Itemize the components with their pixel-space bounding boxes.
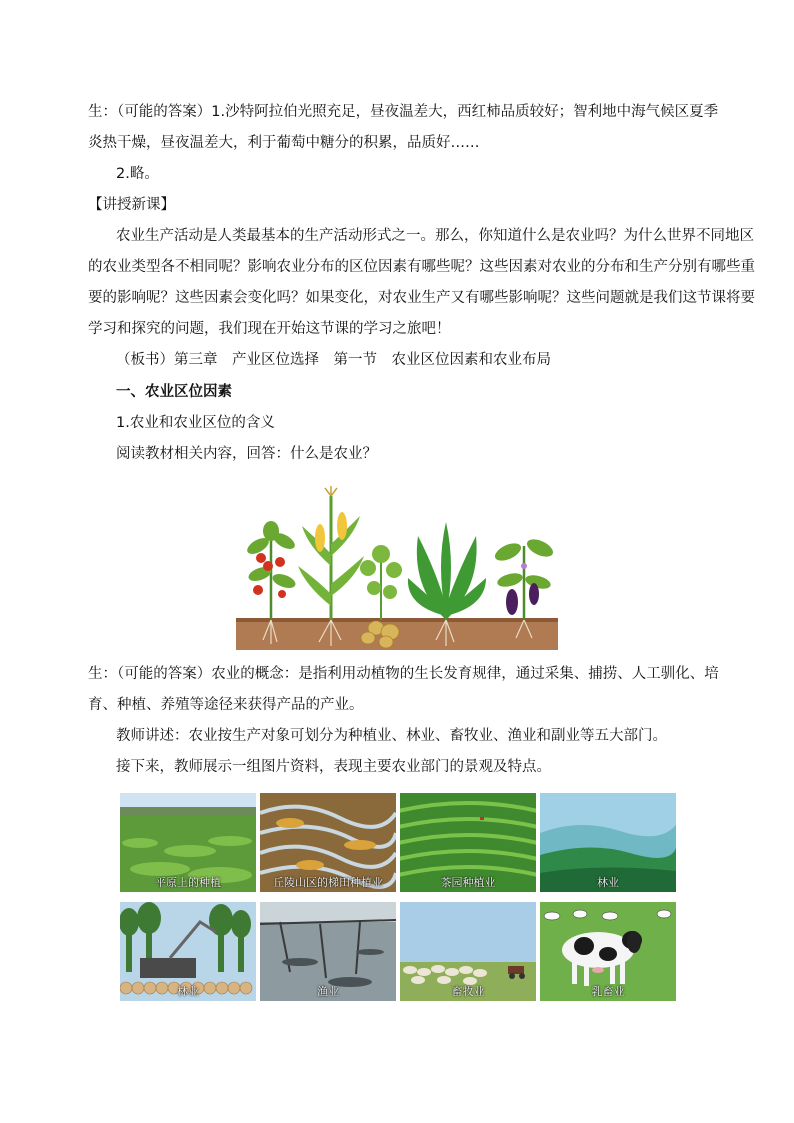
plants-illustration — [236, 486, 558, 650]
answer-paragraph-line-2: 炎热干燥，昼夜温差大，利于葡萄中糖分的积累，品质好…… — [88, 135, 480, 151]
photo-caption: 林业 — [597, 876, 619, 889]
intro-line-4: 学习和探究的问题，我们现在开始这节课的学习之旅吧！ — [88, 321, 451, 337]
photo-tea-garden — [400, 793, 536, 892]
photo-logging — [120, 902, 256, 1001]
section-heading: 【讲授新课】 — [88, 197, 175, 213]
photo-caption: 平原上的种植 — [155, 876, 221, 889]
next-statement: 接下来，教师展示一组图片资料，表现主要农业部门的景观及特点。 — [116, 759, 551, 775]
photo-caption: 畜牧业 — [451, 985, 485, 998]
intro-line-2: 的农业类型各不相同呢？影响农业分布的区位因素有哪些呢？这些因素对农业的分布和生产分别有哪些重 — [88, 259, 755, 275]
photo-livestock — [400, 902, 536, 1001]
photo-fishery — [260, 902, 396, 1001]
intro-line-3: 要的影响呢？这些因素会变化吗？如果变化，对农业生产又有哪些影响呢？这些问题就是我们这节课将要 — [88, 290, 755, 306]
photo-plain-crops — [120, 793, 256, 892]
photo-dairy — [540, 902, 676, 1001]
answer-line-2: 育、种植、养殖等途径来获得产品的产业。 — [88, 697, 364, 713]
photo-caption: 丘陵山区的梯田种植业 — [273, 876, 383, 889]
photo-caption: 林业 — [177, 985, 199, 998]
answer-paragraph-line-1: 生：（可能的答案）1.沙特阿拉伯光照充足，昼夜温差大，西红柿品质较好；智利地中海气候区夏季 — [88, 104, 719, 120]
photo-terraces — [260, 793, 396, 892]
answer-item-2: 2.略。 — [116, 166, 159, 182]
answer-line-1: 生：（可能的答案）农业的概念：是指利用动植物的生长发育规律，通过采集、捕捞、人工驯化、培 — [88, 666, 719, 682]
heading-2: 1.农业和农业区位的含义 — [116, 415, 275, 431]
teacher-statement: 教师讲述：农业按生产对象可划分为种植业、林业、畜牧业、渔业和副业等五大部门。 — [116, 728, 667, 744]
intro-line-1: 农业生产活动是人类最基本的生产活动形式之一。那么，你知道什么是农业吗？为什么世界不同地区 — [116, 228, 754, 244]
photo-caption: 茶园种植业 — [440, 876, 496, 889]
board-note: （板书）第三章 产业区位选择 第一节 农业区位因素和农业布局 — [116, 352, 551, 368]
question-1: 阅读教材相关内容，回答：什么是农业？ — [116, 446, 377, 462]
heading-1: 一、农业区位因素 — [116, 384, 232, 400]
agriculture-photo-grid — [120, 793, 676, 999]
photo-caption: 乳畜业 — [591, 985, 625, 998]
photo-forest — [540, 793, 676, 892]
photo-caption: 渔业 — [317, 985, 339, 998]
